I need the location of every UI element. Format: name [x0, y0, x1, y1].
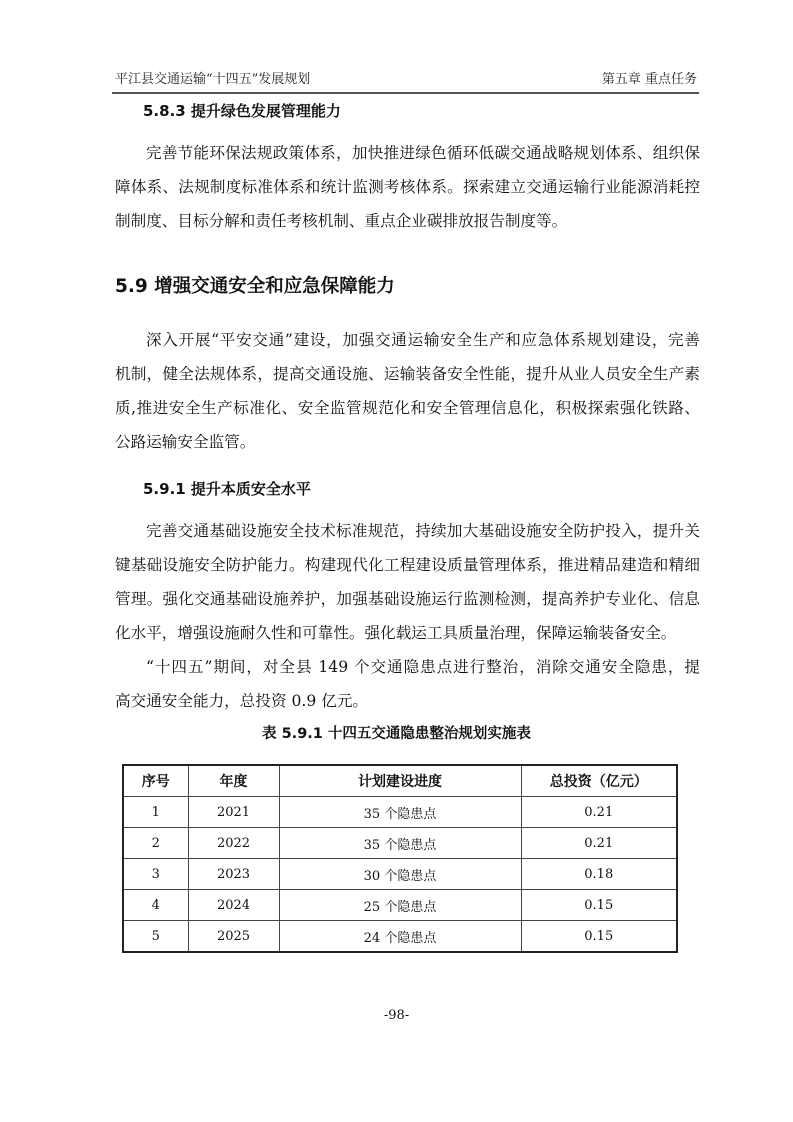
- text-line: 质,推进安全生产标准化、安全监管规范化和安全管理信息化，积极探索强化铁路、: [115, 399, 700, 417]
- heading-5-8-3: 5.8.3 提升绿色发展管理能力: [143, 102, 341, 120]
- column-header: 总投资（亿元）: [521, 765, 677, 797]
- table-cell: 2022: [188, 828, 279, 859]
- text-line: 管理。强化交通基础设施养护，加强基础设施运行监测检测，提高养护专业化、信息: [115, 590, 700, 608]
- table-cell: 24 个隐患点: [279, 921, 521, 953]
- table-cell: 25 个隐患点: [279, 890, 521, 921]
- table-cell: 2: [123, 828, 188, 859]
- table-cell: 0.15: [521, 890, 677, 921]
- table-row: [123, 921, 677, 953]
- text-line: 制制度、目标分解和责任考核机制、重点企业碳排放报告制度等。: [115, 212, 568, 230]
- heading-5-9-1: 5.9.1 提升本质安全水平: [143, 480, 311, 498]
- paragraph-investment: [115, 650, 700, 718]
- text-line: “十四五”期间，对全县 149 个交通隐患点进行整治，消除交通安全隐患，提: [146, 658, 700, 676]
- text-line: 高交通安全能力，总投资 0.9 亿元。: [115, 692, 369, 710]
- table-cell: 35 个隐患点: [279, 828, 521, 859]
- heading-5-9: 5.9 增强交通安全和应急保障能力: [115, 276, 395, 297]
- column-header: 计划建设进度: [279, 765, 521, 797]
- text-line: 障体系、法规制度标准体系和统计监测考核体系。探索建立交通运输行业能源消耗控: [115, 178, 700, 196]
- table-row: [123, 859, 677, 890]
- text-line: 公路运输安全监管。: [115, 433, 256, 451]
- table-cell: 0.21: [521, 797, 677, 828]
- header-chapter-title: 第五章 重点任务: [601, 72, 697, 87]
- text-line: 机制，健全法规体系，提高交通设施、运输装备安全性能，提升从业人员安全生产素: [115, 365, 700, 383]
- text-line: 完善节能环保法规政策体系，加快推进绿色循环低碳交通战略规划体系、组织保: [146, 144, 700, 162]
- header-document-title: 平江县交通运输“十四五”发展规划: [115, 72, 311, 87]
- text-line: 化水平，增强设施耐久性和可靠性。强化载运工具质量治理，保障运输装备安全。: [115, 624, 677, 642]
- table-cell: 2025: [188, 921, 279, 953]
- text-line: 键基础设施安全防护能力。构建现代化工程建设质量管理体系，推进精品建造和精细: [115, 556, 700, 574]
- table-cell: 2023: [188, 859, 279, 890]
- table-cell: 4: [123, 890, 188, 921]
- table-cell: 2024: [188, 890, 279, 921]
- text-line: 完善交通基础设施安全技术标准规范，持续加大基础设施安全防护投入，提升关: [146, 522, 700, 540]
- table-cell: 5: [123, 921, 188, 953]
- text-line: 深入开展“平安交通”建设，加强交通运输安全生产和应急体系规划建设，完善: [146, 331, 700, 349]
- table-cell: 0.18: [521, 859, 677, 890]
- paragraph-5-8-3: [115, 136, 700, 238]
- table-cell: 0.21: [521, 828, 677, 859]
- paragraph-5-9-1: [115, 514, 700, 650]
- table-row: [123, 797, 677, 828]
- paragraph-5-9: [115, 323, 700, 459]
- table-row: [123, 828, 677, 859]
- table-cell: 0.15: [521, 921, 677, 953]
- page-number: -98-: [383, 1008, 410, 1023]
- table-cell: 1: [123, 797, 188, 828]
- table-caption: 表 5.9.1 十四五交通隐患整治规划实施表: [262, 726, 531, 742]
- table-header-row: [123, 765, 677, 797]
- table-cell: 3: [123, 859, 188, 890]
- hazard-remediation-table: [122, 764, 678, 953]
- table-cell: 35 个隐患点: [279, 797, 521, 828]
- running-header: [115, 68, 697, 90]
- table-cell: 2021: [188, 797, 279, 828]
- table-cell: 30 个隐患点: [279, 859, 521, 890]
- column-header: 年度: [188, 765, 279, 797]
- header-rule: [112, 92, 699, 94]
- table-row: [123, 890, 677, 921]
- column-header: 序号: [123, 765, 188, 797]
